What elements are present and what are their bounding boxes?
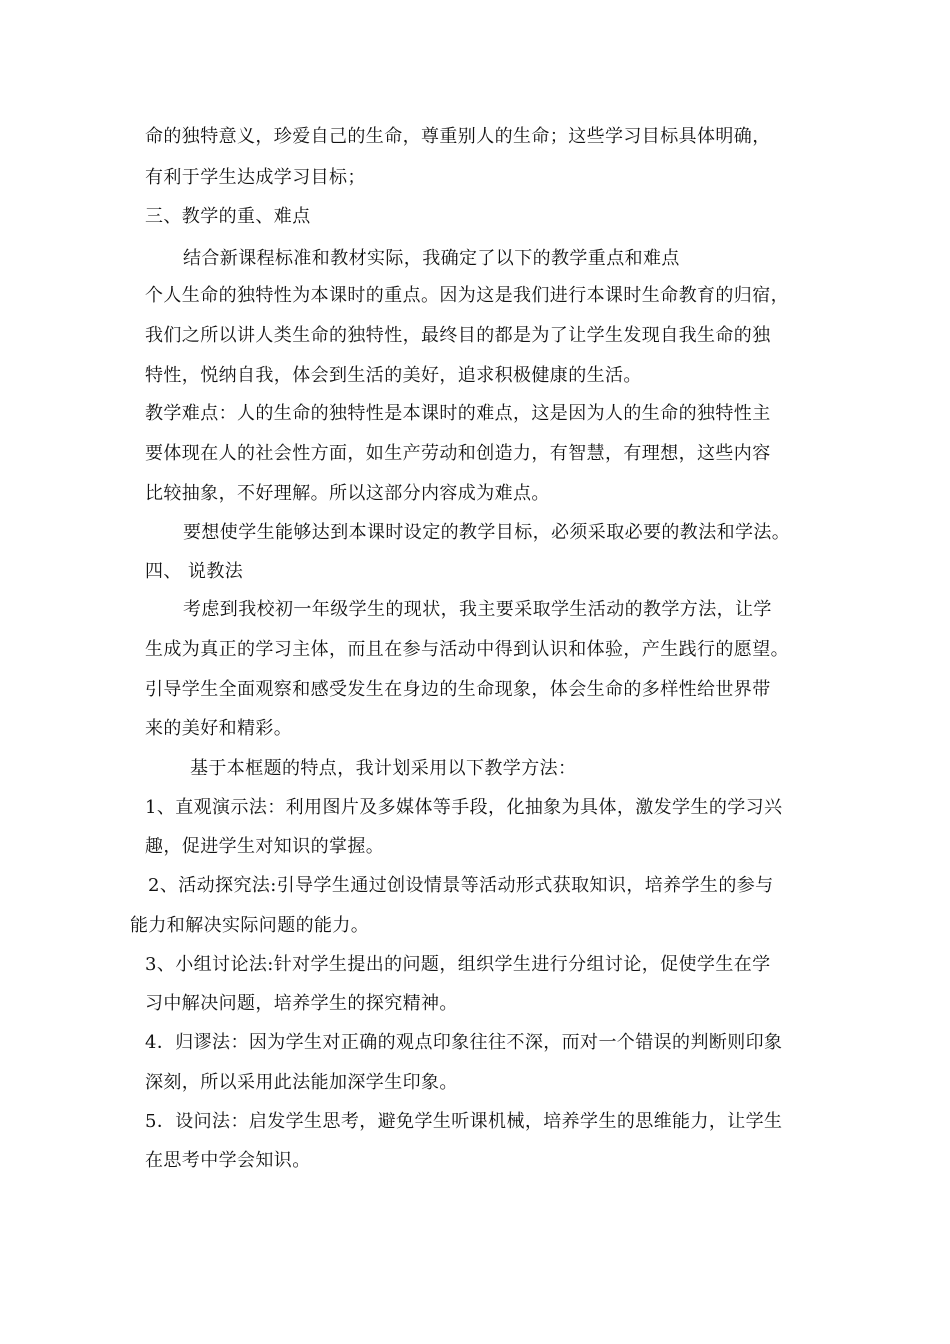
text-line: 我们之所以讲人类生命的独特性，最终目的都是为了让学生发现自我生命的独 — [145, 325, 771, 346]
list-item: 4．归谬法：因为学生对正确的观点印象往往不深，而对一个错误的判断则印象 — [145, 1032, 783, 1053]
text-line: 命的独特意义，珍爱自己的生命，尊重别人的生命；这些学习目标具体明确， — [145, 126, 771, 147]
text-line: 引导学生全面观察和感受发生在身边的生命现象，体会生命的多样性给世界带 — [145, 679, 771, 700]
text-line: 深刻，所以采用此法能加深学生印象。 — [145, 1072, 458, 1093]
text-line: 考虑到我校初一年级学生的现状，我主要采取学生活动的教学方法，让学 — [183, 599, 772, 620]
list-item: 1、直观演示法：利用图片及多媒体等手段，化抽象为具体，激发学生的学习兴 — [145, 797, 783, 818]
list-item: 5．设问法：启发学生思考，避免学生听课机械，培养学生的思维能力，让学生 — [145, 1111, 783, 1132]
section-heading: 三、教学的重、难点 — [145, 206, 311, 227]
text-line: 教学难点：人的生命的独特性是本课时的难点，这是因为人的生命的独特性主 — [145, 403, 771, 424]
list-item: 3、小组讨论法:针对学生提出的问题，组织学生进行分组讨论，促使学生在学 — [145, 954, 771, 975]
text-line: 趣，促进学生对知识的掌握。 — [145, 836, 385, 857]
text-line: 有利于学生达成学习目标； — [145, 167, 366, 188]
text-line: 基于本框题的特点，我计划采用以下教学方法： — [190, 758, 577, 779]
text-line: 习中解决问题，培养学生的探究精神。 — [145, 993, 458, 1014]
text-line: 要体现在人的社会性方面，如生产劳动和创造力，有智慧，有理想，这些内容 — [145, 443, 771, 464]
text-line: 个人生命的独特性为本课时的重点。因为这是我们进行本课时生命教育的归宿， — [145, 285, 789, 306]
text-line: 来的美好和精彩。 — [145, 718, 293, 739]
text-line: 在思考中学会知识。 — [145, 1150, 311, 1171]
text-line: 特性，悦纳自我，体会到生活的美好，追求积极健康的生活。 — [145, 365, 642, 386]
list-item: 2、活动探究法:引导学生通过创设情景等活动形式获取知识，培养学生的参与 — [148, 875, 774, 896]
text-line: 能力和解决实际问题的能力。 — [130, 915, 370, 936]
text-line: 要想使学生能够达到本课时设定的教学目标，必须采取必要的教法和学法。 — [183, 522, 791, 543]
text-line: 比较抽象，不好理解。所以这部分内容成为难点。 — [145, 483, 550, 504]
text-line: 结合新课程标准和教材实际，我确定了以下的教学重点和难点 — [183, 248, 680, 269]
text-line: 生成为真正的学习主体，而且在参与活动中得到认识和体验，产生践行的愿望。 — [145, 639, 789, 660]
section-heading: 四、 说教法 — [145, 561, 244, 582]
